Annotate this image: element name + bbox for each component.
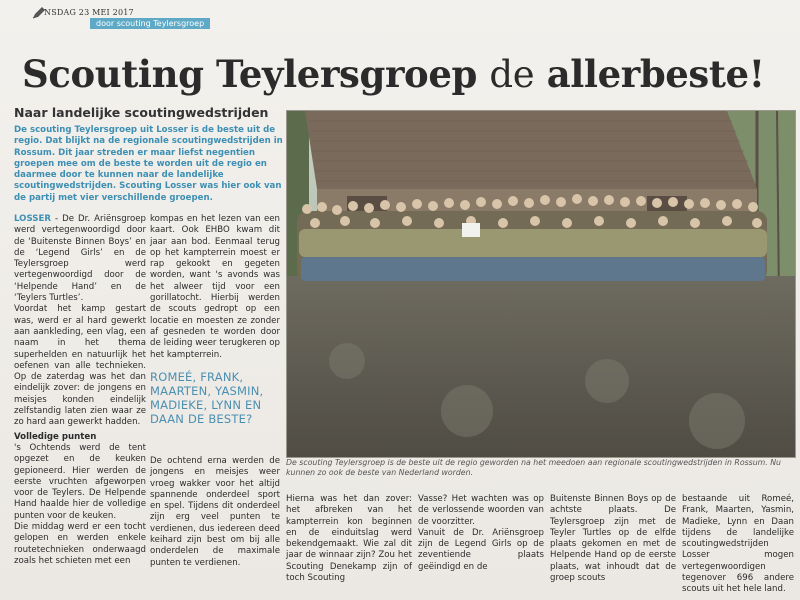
article-column-5: Buitenste Binnen Boys op de achtste plaats. De Teylersgroep zijn met de Teyler Turtles op de elfde plaats gekomen en met de Helpende Hand op de eerste plaats, wat inhoudt dat de groep scouts xyxy=(550,494,676,584)
issue-date: NSDAG 23 MEI 2017 xyxy=(44,8,134,17)
headline-part-2: de xyxy=(489,53,535,96)
article-column-4: Vasse? Het wachten was op de verlossende woorden van de voorzitter. Vanuit de Dr. Ariënsgroep zijn de Legend Girls op de zeventiende plaats geëindigd en de xyxy=(418,494,544,572)
article-column-3: Hierna was het dan zover: het afbreken van het kampterrein kon beginnen en de einduitslag werd bekendgemaakt. Wie zal dit jaar de winnaar zijn? Zou het Scouting Denekamp zijn of toch Scouting xyxy=(286,494,412,584)
lede-paragraph: De scouting Teylersgroep uit Losser is de beste uit de regio. Dat blijkt na de regionale scoutingwedstrijden in Rossum. Dit jaar streden er maar liefst negentien groepen mee om de beste te worden uit de regio en daarmee door te kunnen naar de landelijke scoutingwedstrijden. Scouting Losser was hier ook van de partij met vier verschillende groepen. xyxy=(14,125,283,203)
headline xyxy=(22,52,765,96)
article-column-6: bestaande uit Romeé, Frank, Maarten, Yasmin, Madieke, Lynn en Daan tijdens de landelijke scoutingwedstrijden Losser mogen vertegenwoordigen tegenover 696 andere scouts uit het hele land. xyxy=(682,494,794,595)
section-heading: Volledige punten xyxy=(14,431,97,442)
article-paragraph: 's Ochtends werd de tent opgezet en de keuken gepioneerd. Hier werden de eerste vruchten afgeworpen voor de Teylers. De Helpende Hand haalde hier de volledige punten voor de keuken. xyxy=(14,442,146,521)
pull-quote: ROMEÉ, FRANK, MAARTEN, YASMIN, MADIEKE, LYNN EN DAAN DE BESTE? xyxy=(150,370,264,426)
article-column-2-bottom xyxy=(150,456,280,569)
article-paragraph xyxy=(14,214,146,304)
article-paragraph: Voordat het kamp gestart was, werd er al hard gewerkt aan aankleding, een vlag, een naam in het thema superhelden en natuurlijk het oefenen van alle technieken. Op de zaterdag was het dan eindelijk zover: de jongens en meisjes konden eindelijk zelfstandig laten zien waar ze zo hard aan gewerkt hadden. xyxy=(14,304,146,428)
headline-part-3: allerbeste! xyxy=(546,52,765,96)
article-paragraph: Die middag werd er een tocht gelopen en werden enkele routetechnieken onderwaagd zoals het schieten met een xyxy=(14,522,146,566)
article-column-2 xyxy=(150,214,280,361)
dateline: LOSSER xyxy=(14,214,51,224)
headline-part-1: Scouting Teylersgroep xyxy=(22,52,477,96)
subheadline: Naar landelijke scoutingwedstrijden xyxy=(14,105,269,120)
section-label: door scouting Teylersgroep xyxy=(90,18,210,29)
article-paragraph: De ochtend erna werden de jongens en meisjes weer vroeg wakker voor het altijd spannende onderdeel sport en spel. Tijdens dit onderdeel zijn erg veel punten te verdienen, dus iedereen deed keihard zijn best om bij alle onderdelen de maximale punten te verdienen. xyxy=(150,456,280,568)
photo-caption: De scouting Teylersgroep is de beste uit de regio geworden na het meedoen aan regionale scoutingwedstrijden in Rossum. Nu kunnen zo ook de beste van Nederland worden. xyxy=(286,458,782,477)
article-column-1 xyxy=(14,214,146,567)
article-paragraph: kompas en het lezen van een kaart. Ook EHBO kwam dit jaar aan bod. Eenmaal terug op het kampterrein moest er rap gekookt en gegeten worden, want 's avonds was het alweer tijd voor een gorillatocht. Hierbij werden de scouts gedropt op een locatie en moesten ze zonder af gesneden te worden door de leiding weer terugkeren op het kampterrein. xyxy=(150,214,280,360)
paragraph-text: - De Dr. Ariënsgroep werd vertegenwoordigd door de ‘Buitenste Binnen Boys’ en de ‘Legend Girls’ en de Teylersgroep werd vertegenwoordigd door de ‘Helpende Hand’ en de ‘Teylers Turtles’. xyxy=(14,214,146,304)
group-photo xyxy=(286,110,796,458)
group-photo-illustration xyxy=(287,111,795,457)
